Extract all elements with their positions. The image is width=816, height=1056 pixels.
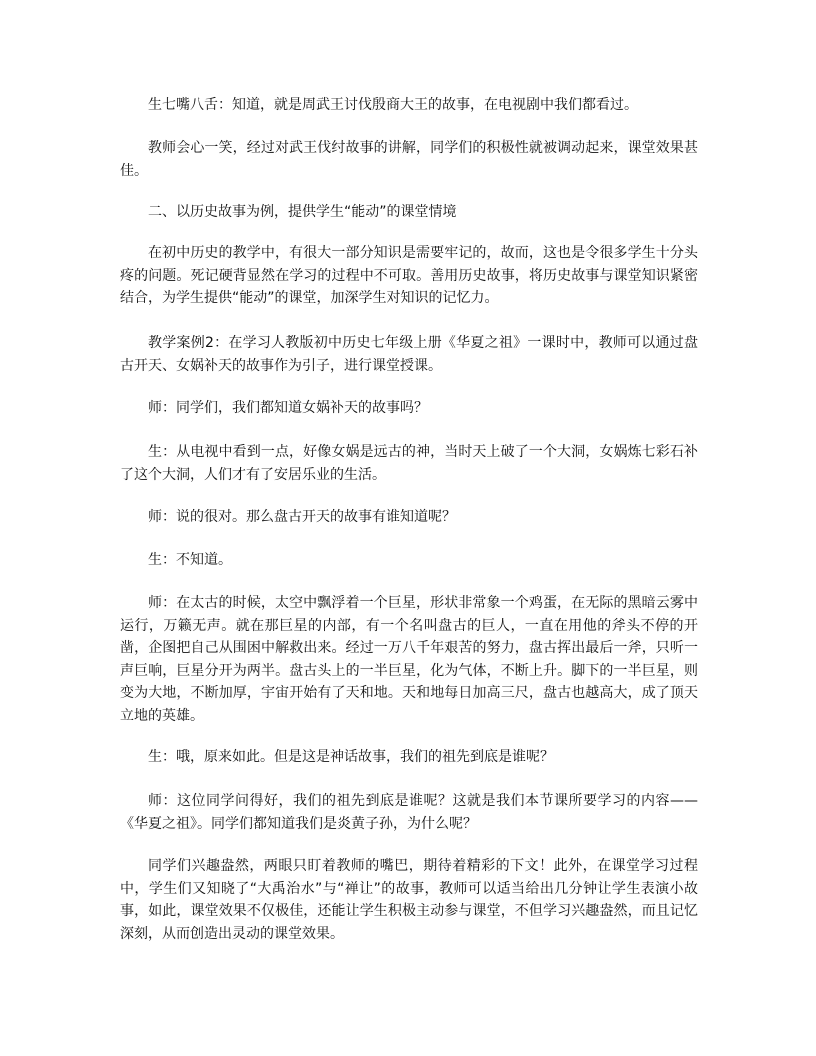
paragraph-student-answer: 生七嘴八舌：知道，就是周武王讨伐殷商大王的故事，在电视剧中我们都看过。 [148, 97, 638, 113]
paragraph-student-dont-know: 生：不知道。 [148, 552, 232, 568]
section-heading: 二、以历史故事为例，提供学生“能动”的课堂情境 [148, 204, 457, 220]
paragraph-teacher-pangu-question: 师：说的很对。那么盘古开天的故事有谁知道呢？ [148, 509, 456, 525]
paragraph-pangu-story: 师：在太古的时候，太空中飘浮着一个巨星，形状非常象一个鸡蛋，在无际的黑暗云雾中运行，万籁无声。就在那巨星的内部，有一个名叫盘古的巨人，一直在用他的斧头不停的开凿，企图把自己从围困中解救出来。经过一万八千年艰苦的努力，盘古挥出最后一斧，只听一声巨响，巨星分开为两半。盘古头上的一半巨星，化为气体，不断上升。脚下的一半巨星，则变为大地，不断加厚，宇宙开始有了天和地。天和地每日加高三尺，盘古也越高大，成了顶天立地的英雄。 [120, 595, 698, 724]
paragraph-teacher-smile: 教师会心一笑，经过对武王伐纣故事的讲解，同学们的积极性就被调动起来，课堂效果甚佳。 [120, 140, 698, 179]
paragraph-conclusion: 同学们兴趣盎然，两眼只盯着教师的嘴巴，期待着精彩的下文！此外，在课堂学习过程中，学生们又知晓了“大禹治水”与“禅让”的故事，教师可以适当给出几分钟让学生表演小故事，如此，课堂效果不仅极佳，还能让学生积极主动参与课堂，不但学习兴趣盎然，而且记忆深刻，从而创造出灵动的课堂效果。 [120, 858, 698, 942]
paragraph-teacher-question: 师：同学们，我们都知道女娲补天的故事吗？ [148, 400, 428, 416]
paragraph-case-2: 教学案例2：在学习人教版初中历史七年级上册《华夏之祖》一课时中，教师可以通过盘古开天、女娲补天的故事作为引子，进行课堂授课。 [120, 335, 698, 374]
paragraph-student-nvwa: 生：从电视中看到一点，好像女娲是远古的神，当时天上破了一个大洞，女娲炼七彩石补了这个大洞，人们才有了安居乐业的生活。 [120, 444, 698, 483]
paragraph-student-ancestor: 生：哦，原来如此。但是这是神话故事，我们的祖先到底是谁呢？ [148, 749, 554, 765]
paragraph-teacher-huaxia: 师：这位同学问得好，我们的祖先到底是谁呢？这就是我们本节课所要学习的内容——《华夏之祖》。同学们都知道我们是炎黄子孙，为什么呢？ [120, 793, 698, 832]
paragraph-intro: 在初中历史的教学中，有很大一部分知识是需要牢记的，故而，这也是令很多学生十分头疼的问题。死记硬背显然在学习的过程中不可取。善用历史故事，将历史故事与课堂知识紧密结合，为学生提供“能动”的课堂，加深学生对知识的记忆力。 [120, 245, 698, 306]
